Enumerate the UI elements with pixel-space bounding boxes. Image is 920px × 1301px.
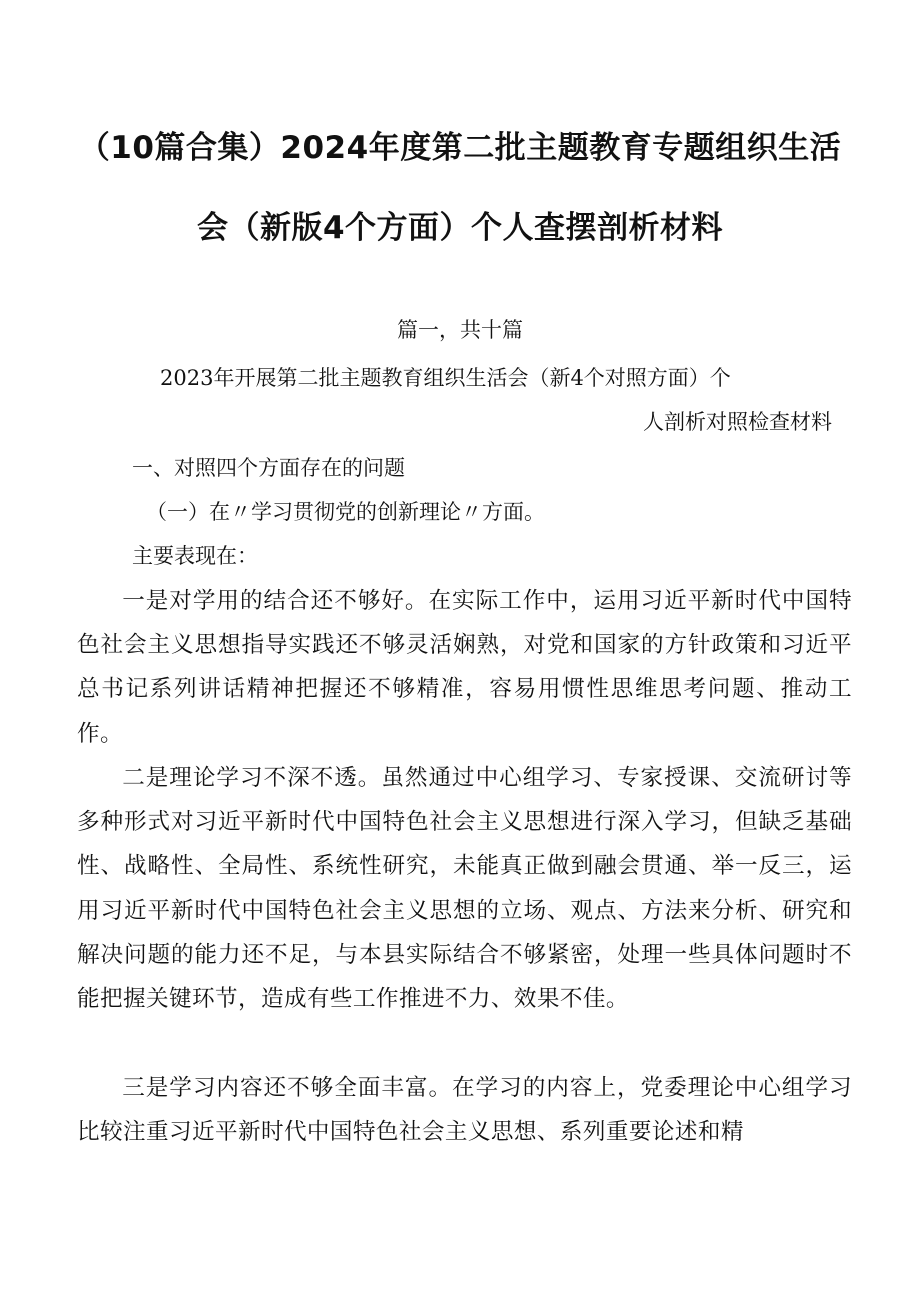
main-performance-label: 主要表现在： — [132, 544, 258, 568]
section-heading: 一、对照四个方面存在的问题 — [132, 456, 405, 480]
article-number: 篇一，共十篇 — [397, 318, 523, 342]
body-paragraph: 三是学习内容还不够全面丰富。在学习的内容上，党委理论中心组学习比较注重习近平新时代中国特色社会主义思想、系列重要论述和精 — [77, 1075, 852, 1146]
document-title-line-1: （10篇合集）2024年度第二批主题教育专题组织生活 — [78, 130, 842, 166]
article-heading-line-1: 2023年开展第二批主题教育组织生活会（新4个对照方面）个 — [160, 366, 731, 390]
article-heading-line-2: 人剖析对照检查材料 — [643, 410, 832, 434]
body-paragraph: 一是对学用的结合还不够好。在实际工作中，运用习近平新时代中国特色社会主义思想指导实践还不够灵活娴熟，对党和国家的方针政策和习近平总书记系列讲话精神把握还不够精准，容易用惯性思维思考问题、推动工作。 — [77, 588, 852, 747]
subsection-heading: （一）在〃学习贯彻党的创新理论〃方面。 — [146, 500, 545, 524]
document-title-line-2: 会（新版4个方面）个人查摆剖析材料 — [196, 210, 724, 246]
body-paragraph: 二是理论学习不深不透。虽然通过中心组学习、专家授课、交流研讨等多种形式对习近平新时代中国特色社会主义思想进行深入学习，但缺乏基础性、战略性、全局性、系统性研究，未能真正做到融会贯通、举一反三，运用习近平新时代中国特色社会主义思想的立场、观点、方法来分析、研究和解决问题的能力还不足，与本县实际结合不够紧密，处理一些具体问题时不能把握关键环节，造成有些工作推进不力、效果不佳。 — [77, 765, 852, 1013]
